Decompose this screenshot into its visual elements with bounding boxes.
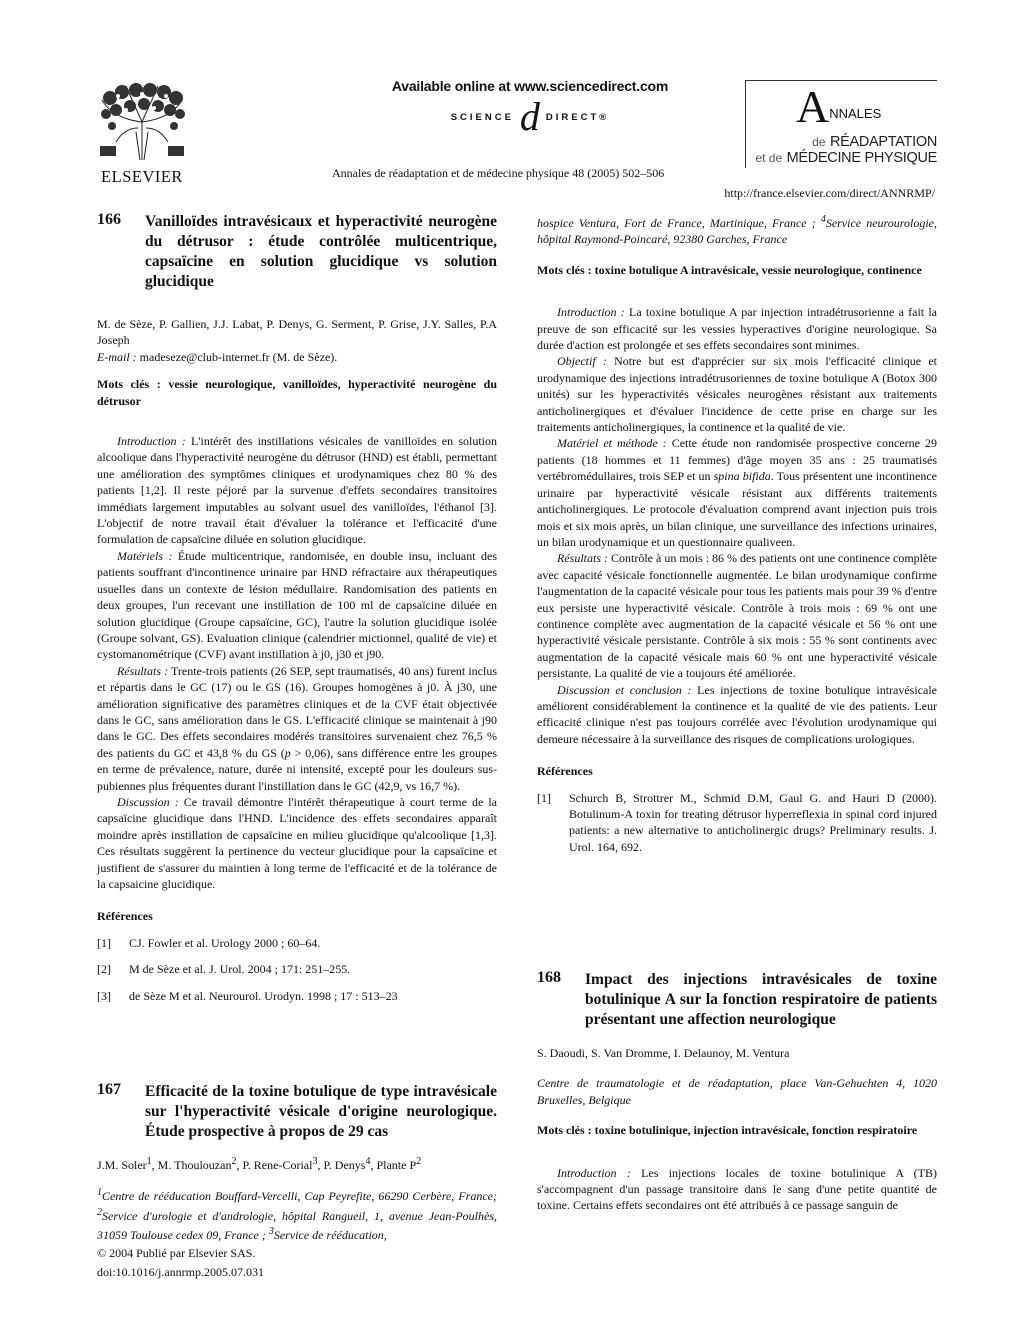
- section-label: Introduction :: [557, 305, 625, 320]
- author-affiliation-mark: 2: [416, 1156, 422, 1167]
- author-affiliation-mark: 3: [312, 1156, 318, 1167]
- author-affiliation-mark: 1: [146, 1156, 152, 1167]
- paragraph-discussion: [97, 794, 497, 892]
- section-label: Introduction :: [117, 434, 186, 449]
- affiliation-text: Service d'urologie et d'andrologie, hôpital Rangueil, 1, avenue Jean-Poulhès, 31059 Toulouse cedex 09, France ;: [97, 1208, 497, 1243]
- article-title: Efficacité de la toxine botulique de type intravésicale sur l'hyperactivité vésicale d'origine neurologique. Étude prospective à propos de 29 cas: [145, 1083, 497, 1140]
- section-label: Matériels :: [117, 548, 173, 563]
- article-166: [97, 212, 497, 1004]
- reference-text: CJ. Fowler et al. Urology 2000 ; 60–64.: [129, 935, 321, 950]
- elsevier-logo: [96, 82, 188, 187]
- sciencedirect-logo: [320, 94, 740, 139]
- p-symbol: p: [284, 745, 291, 760]
- reference-text: Schurch B, Strottrer M., Schmid D.M, Gaul G. and Hauri D (2000). Botulinum-A toxin for treating détrusor hyperreflexia in spinal cord injured patients: a new alternative to anticholinergic drugs? Preliminary results. J. Urol. 164, 692.: [569, 790, 937, 854]
- copyright-text: © 2004 Publié par Elsevier SAS.: [97, 1246, 256, 1260]
- affiliation-text: Service de rééducation,: [273, 1228, 387, 1243]
- affiliation-mark: 1: [97, 1187, 102, 1199]
- article-email: [97, 349, 497, 365]
- keywords-value: toxine botulinique, injection intravésicale, fonction respiratoire: [594, 1123, 918, 1138]
- affiliation-text: Centre de rééducation Bouffard-Vercelli, Cap Peyrefite, 66290 Cerbère, France;: [102, 1189, 497, 1204]
- reference-number: [3]: [97, 988, 111, 1003]
- section-label: Objectif :: [557, 354, 607, 369]
- reference-number: [2]: [97, 962, 111, 977]
- paragraph-materiels: [97, 548, 497, 663]
- article-authors: [97, 1154, 497, 1173]
- section-text-cont: > 0,06), sans différence entre les groupes en terme de prévalence, nature, durée ni intensité, excepté pour les douleurs sus-pubiennes plus fréquentes durant l'instillation dans le GC (42,9, vs 16,7 %).: [97, 745, 497, 793]
- keywords: [97, 376, 497, 409]
- article-167: [97, 1082, 497, 1244]
- keywords-label: Mots clés :: [97, 377, 161, 392]
- reference-item: [97, 988, 497, 1004]
- elsevier-tree-icon: [96, 82, 188, 162]
- affiliation-mark: 4: [820, 214, 826, 225]
- section-text-cont: . Tous présentent une incontinence urinaire par hyperactivité vésicale résistant aux différents traitements anticholinergiques. Le protocole d'évaluation comprend avant injection puis trois mois et six mois après, un bilan clinique, une surveillance des infections urinaires, un bilan urodynamique et un questionnaire qualiveen.: [537, 469, 938, 549]
- annales-et-de: et de: [755, 151, 783, 165]
- references-heading: Références: [537, 764, 593, 779]
- reference-number: [1]: [97, 935, 111, 950]
- reference-number: [1]: [537, 790, 551, 805]
- article-authors: S. Daoudi, S. Van Dromme, I. Delaunoy, M. Ventura: [537, 1046, 790, 1060]
- section-text: La toxine botulique A par injection intradétrusorienne a fait la preuve de son efficacité sur les vessies hyperactives d'origine neurologique. Sa durée d'action est prolongée et ses effets secondaires sont minimes.: [537, 305, 938, 353]
- section-text: Étude multicentrique, randomisée, en double insu, incluant des patients souffrant d'incontinence urinaire par HND réfractaire aux thérapeutiques usuelles dans un contexte de lésion médullaire. Randomisation des patients en deux groupes, l'un recevant une instillation de 100 ml de capsaïcine diluée en solution glucidique (Groupe capsaïcine, GC), l'autre la solution glucidique isolée (Groupe solvant, GS). Evaluation clinique (calendrier mictionnel, qualité de vie) et cystomanométrique (CVF) avant instillation à j0, j30 et j90.: [97, 548, 497, 662]
- section-label: Introduction :: [557, 1165, 631, 1180]
- reference-text: de Sèze M et al. Neurourol. Urodyn. 1998 ; 17 : 513–23: [129, 988, 398, 1003]
- article-affiliations: [97, 1185, 497, 1243]
- annales-logo: [745, 80, 937, 168]
- reference-item: [97, 961, 497, 977]
- paragraph-introduction: [97, 433, 497, 548]
- affiliation-mark: 3: [268, 1226, 274, 1238]
- section-label: Discussion :: [117, 794, 179, 809]
- italic-term: spina bifida: [713, 469, 771, 484]
- author-name: , P. Rene-Corial: [236, 1158, 313, 1172]
- annales-de: de: [812, 135, 826, 149]
- section-text: Les injections locales de toxine botulinique A (TB) s'accompagnent d'un passage transitoire dans le sang d'une petite quantité de toxine. Certains effets secondaires ont été attribués à ce passage sanguin de: [537, 1165, 938, 1213]
- page-footer: [97, 1244, 264, 1282]
- article-authors: M. de Sèze, P. Gallien, J.J. Labat, P. Denys, G. Serment, P. Grise, J.Y. Salles, P.A Joseph: [97, 317, 497, 348]
- author-name: , M. Thoulouzan: [151, 1158, 232, 1172]
- keywords-label: Mots clés :: [537, 1123, 592, 1138]
- reference-item: [537, 790, 937, 856]
- section-label: Résultats :: [557, 551, 608, 566]
- doi-link[interactable]: doi:10.1016/j.annrmp.2005.07.031: [97, 1265, 264, 1279]
- affiliation-text: hospice Ventura, Fort de France, Martinique, France ;: [537, 216, 821, 230]
- paragraph-resultats: [537, 550, 937, 681]
- keywords-label: Mots clés :: [537, 262, 592, 277]
- section-label: Résultats :: [117, 663, 169, 678]
- paragraph-introduction: [537, 304, 937, 353]
- sciencedirect-banner: [320, 78, 740, 139]
- annales-nnales: NNALES: [829, 106, 882, 121]
- section-text: Les injections de toxine botulique intravésicale améliorent considérablement la continence et la qualité de vie des patients. Leur efficacité clinique n'est pas toujours corrélée avec l'évolution urodynamique qui demeure nécessaire à la surveillance des risques de complications urologiques.: [537, 682, 937, 746]
- paragraph-discussion: [537, 682, 937, 748]
- email-label: E-mail :: [97, 349, 137, 364]
- author-affiliation-mark: 4: [365, 1156, 371, 1167]
- sd-left-text: SCIENCE: [450, 111, 514, 123]
- reference-text: M de Sèze et al. J. Urol. 2004 ; 171: 251–255.: [129, 962, 351, 977]
- publisher-name: ELSEVIER: [101, 167, 183, 186]
- article-affiliation: Centre de traumatologie et de réadaptation, place Van-Gehuchten 4, 1020 Bruxelles, Belgique: [537, 1076, 937, 1107]
- keywords: [537, 262, 937, 278]
- annales-line-medecine: [755, 149, 937, 167]
- sd-right-text: DIRECT®: [545, 111, 610, 123]
- sd-at-icon: d: [519, 94, 540, 139]
- journal-url[interactable]: http://france.elsevier.com/direct/ANNRMP/: [724, 186, 935, 200]
- section-text: Notre but est d'apprécier sur six mois l'efficacité clinique et urodynamique des injections intradétrusoriennes de toxine botulique A (Botox 300 unités) sur les hyperactivités vésicales neurogènes résistant aux traitements anticholinergiques et d'évaluer l'incidence de cette prise en charge sur les traitements anticholinergiques, la continence et la qualité de vie.: [537, 354, 938, 435]
- section-text: Cette étude non randomisée prospective concerne 29 patients (18 hommes et 11 femmes) d'âge moyen 35 ans : 25 traumatisés vertébromédullaires, trois SEP et un: [537, 436, 937, 484]
- paragraph-materiel-methode: [537, 435, 937, 550]
- annales-title: [796, 81, 882, 132]
- section-text: Contrôle à un mois : 86 % des patients ont une continence complète avec capacité vésicale fonctionnelle augmentée. Le bilan urodynamique confirme l'augmentation de la capacité vésicale pour tous les patients mais pour 39 % d'entre eux persiste une hyperactivité vésicale. Contrôle à trois mois : 69 % ont une continence complète avec augmentation de la capacité vésicale et 56 % ont une hyperactivité vésicale persistante. Contrôle à six mois : 55 % sont continents avec augmentation de la capacité vésicale mais 60 % ont une hyperactivité vésicale persistante. La qualité de vie a toujours été améliorée.: [537, 551, 938, 681]
- article-affiliations-cont: [537, 212, 937, 248]
- article-168-heading: [537, 970, 937, 1030]
- available-online-text[interactable]: Available online at www.sciencedirect.com: [391, 78, 669, 94]
- paragraph-resultats: [97, 663, 497, 794]
- author-name: , Plante P: [370, 1158, 417, 1172]
- article-168: [537, 970, 937, 1214]
- keywords-value: vessie neurologique, vanilloïdes, hyperactivité neurogène du détrusor: [97, 377, 498, 408]
- author-name: J.M. Soler: [97, 1158, 147, 1172]
- journal-reference: Annales de réadaptation et de médecine physique 48 (2005) 502–506: [332, 166, 665, 180]
- section-label: Matériel et méthode :: [557, 436, 667, 451]
- annales-big-letter: A: [796, 81, 830, 132]
- affiliation-mark: 2: [97, 1206, 102, 1218]
- article-167-continued: [537, 212, 937, 855]
- author-affiliation-mark: 2: [231, 1156, 237, 1167]
- section-text: Ce travail démontre l'intérêt thérapeutique à court terme de la capsaïcine glucidique dans l'HND. L'incidence des effets secondaires apparaît moindre après instillation de capsaïcine en milieu glucidique qu'alcoolique [1,3]. Ces résultats suggèrent la pertinence du vecteur glucidique pour la capsaïcine et justifient de s'assurer du maintien à long terme de l'efficacité et de la tolérance de la capsaicine glucidique.: [97, 794, 498, 891]
- article-number: 168: [537, 969, 561, 986]
- reference-item: [97, 935, 497, 951]
- article-title: Vanilloïdes intravésicaux et hyperactivité neurogène du détrusor : étude contrôlée multicentrique, capsaïcine en solution glucidique vs solution glucidique: [145, 213, 497, 290]
- paragraph-objectif: [537, 353, 937, 435]
- affiliation-text: Service neurourologie, hôpital Raymond-Poincaré, 92380 Garches, France: [537, 216, 937, 247]
- keywords-value: toxine botulique A intravésicale, vessie neurologique, continence: [594, 262, 922, 277]
- article-number: 166: [97, 211, 121, 228]
- annales-readaptation: RÉADAPTATION: [829, 134, 937, 150]
- keywords: [537, 1122, 937, 1138]
- paragraph-introduction: [537, 1165, 937, 1214]
- article-number: 167: [97, 1081, 121, 1098]
- author-name: , P. Denys: [317, 1158, 366, 1172]
- section-text: L'intérêt des instillations vésicales de vanilloïdes en solution alcoolique dans l'hyperactivité neurogène du détrusor (HND) est établi, permettant une amélioration des symptômes cliniques et urodynamiques chez 80 % des patients [1,2]. Il reste péjoré par la survenue d'effets secondaires transitoires immédiats largement imputables au solvant usuel des vanilloïdes, l'éthanol [3]. L'objectif de notre travail était d'évaluer la tolérance et l'efficacité d'une formulation de capsaïcine diluée en solution glucidique.: [97, 434, 498, 547]
- section-label: Discussion et conclusion :: [557, 682, 692, 697]
- section-text: Trente-trois patients (26 SEP, sept traumatisés, 40 ans) furent inclus et répartis dans le GC (17) ou le GS (16). Groupes homogènes à j0. À j30, une amélioration significative des paramètres cliniques et de la CVF était objectivée dans le GC, sans amélioration dans le GS. L'efficacité clinique se maintenait à j90 dans le GC. Des effets secondaires modérés transitoires survenaient chez 76,5 % des patients du GC et 43,8 % du GS (: [97, 663, 497, 760]
- annales-medecine: MÉDECINE PHYSIQUE: [786, 150, 937, 166]
- article-166-heading: [97, 212, 497, 292]
- references-heading: Références: [97, 909, 153, 924]
- article-167-heading: [97, 1082, 497, 1142]
- email-value[interactable]: madeseze@club-internet.fr (M. de Sèze).: [139, 349, 338, 364]
- article-title: Impact des injections intravésicales de toxine botulinique A sur la fonction respiratoire de patients présentant une affection neurologique: [585, 971, 937, 1028]
